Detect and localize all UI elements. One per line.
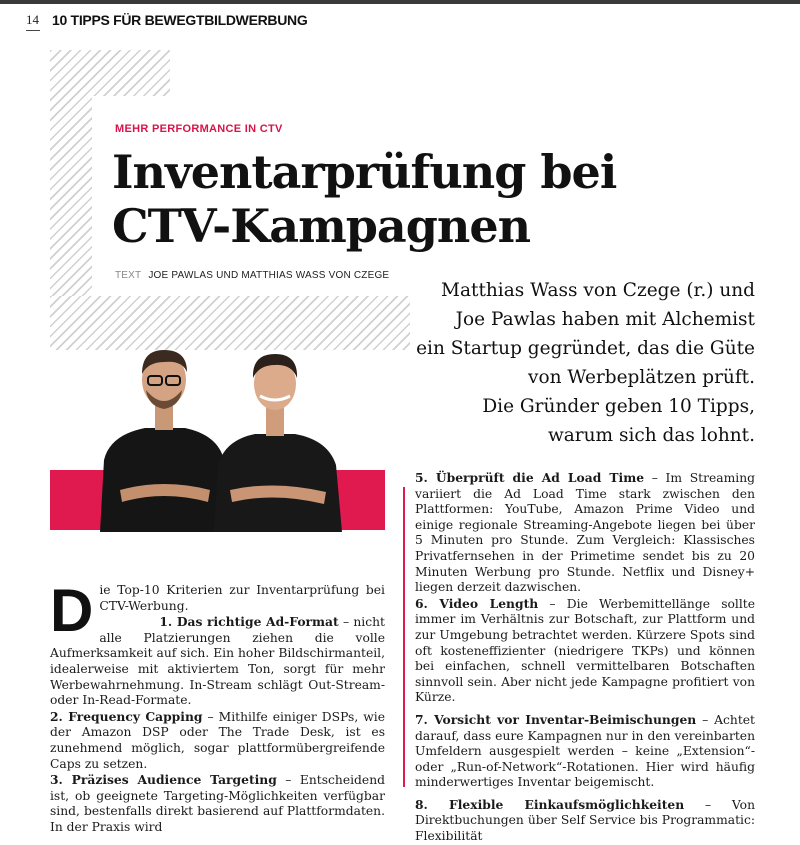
founders-photo [90,340,360,532]
body-column-left [50,577,385,836]
tip-title: 5. Überprüft die Ad Load Time [415,470,645,485]
person-right [214,354,342,532]
tip-title: 2. Frequency Capping [50,708,203,724]
tip-text: – Achtet darauf, dass eure Kampagnen nur in den vereinbarten Umfeldern ausgespielt werden – keine „Extension“- oder „Run-of-Network“-Rotationen. Hier wird häufig minderwertiges Inventar beigemischt. [415,712,755,790]
tip-title: 1. Das richtige Ad-Format [159,614,339,630]
tip-text: – nicht alle Platzierungen ziehen die volle Aufmerksamkeit auf sich. Ein hoher Bildschirmanteil, idealerweise mit aktiviertem Ton, sorgt für mehr Werbewahrnehmung. In-Stream schlägt Out-Stream- oder In-Read-Formate. [50,615,385,708]
tip-paragraph [415,712,755,791]
page-number-underline [26,30,40,31]
byline-authors: JOE PAWLAS UND MATTHIAS WASS VON CZEGE [148,270,390,281]
teaser-line: von Werbeplätzen prüft. [528,367,755,388]
teaser-line: warum sich das lohnt. [547,425,755,446]
tip-title: 6. Video Length [415,595,539,611]
tip-paragraph [50,772,385,835]
column-accent-rule [403,487,405,787]
teaser-line: Die Gründer geben 10 Tipps, [482,396,755,417]
teaser [400,276,755,450]
running-head: 10 TIPPS FÜR BEWEGTBILDWERBUNG [52,12,308,28]
tip-text: – Die Werbemittellänge sollte immer im Verhältnis zur Botschaft, zur Plattform und zur Umgebung betrachtet werden. Kürzere Spots sind oft kosteneffizienter (niedrigere TKPs) und können bei einfachen, schnell vermittelbaren Botschaften sinnvoll sein. Aber nicht jede Kampagne profitiert von Kürze. [415,596,755,705]
tip-title: 8. Flexible Einkaufsmöglichkeiten [415,796,685,812]
tip-paragraph [50,614,385,709]
tip-text: – Entscheidend ist, ob geeignete Targeting-Möglichkeiten verfügbar sind, bestenfalls direkt basierend auf Plattformdaten. In der Praxis wird [50,773,385,834]
tip-paragraph [415,470,755,596]
tip-paragraph [50,709,385,772]
tip-paragraph [415,596,755,706]
tip-title: 3. Präzises Audience Targeting [50,772,277,788]
person-left [100,350,228,532]
kicker: MEHR PERFORMANCE IN CTV [115,123,283,135]
top-rule [0,0,800,4]
teaser-line: ein Startup gegründet, das die Güte [416,338,755,359]
tip-text: – Mithilfe einiger DSPs, wie der Amazon DSP oder The Trade Desk, ist es zunehmend möglich, sogar plattformübergreifende Caps zu setzen. [50,709,385,771]
headline-line-1: Inventarprüfung bei [112,145,617,199]
byline-label: TEXT [115,270,142,281]
headline-line-2: CTV-Kampagnen [112,199,531,253]
teaser-line: Matthias Wass von Czege (r.) und [441,280,755,301]
byline [115,270,389,281]
headline [112,145,712,253]
teaser-line: Joe Pawlas haben mit Alchemist [455,309,755,330]
body-column-right [415,470,755,845]
dropcap: D [50,577,94,644]
tip-text: – Von Direktbuchungen über Self Service bis Programmatic: Flexibilität [415,797,755,844]
intro-text: ie Top-10 Kriterien zur Inventarprüfung bei CTV-Werbung. [99,583,385,613]
tip-paragraph [415,797,755,845]
tip-text: – Im Streaming variiert die Ad Load Time stark zwischen den Plattformen: YouTube, Amazon Prime Video und einige regionale Streaming-Angebote liegen bei über 5 Minuten pro Stunde. Zum Vergleich: Klassisches Privatfernsehen in der Primetime sendet bis zu 20 Minuten Werbung pro Stunde. Netflix und Disney+ liegen derzeit dazwischen. [415,471,755,595]
tip-title: 7. Vorsicht vor Inventar-Beimischungen [415,711,697,727]
page-number: 14 [26,12,39,27]
